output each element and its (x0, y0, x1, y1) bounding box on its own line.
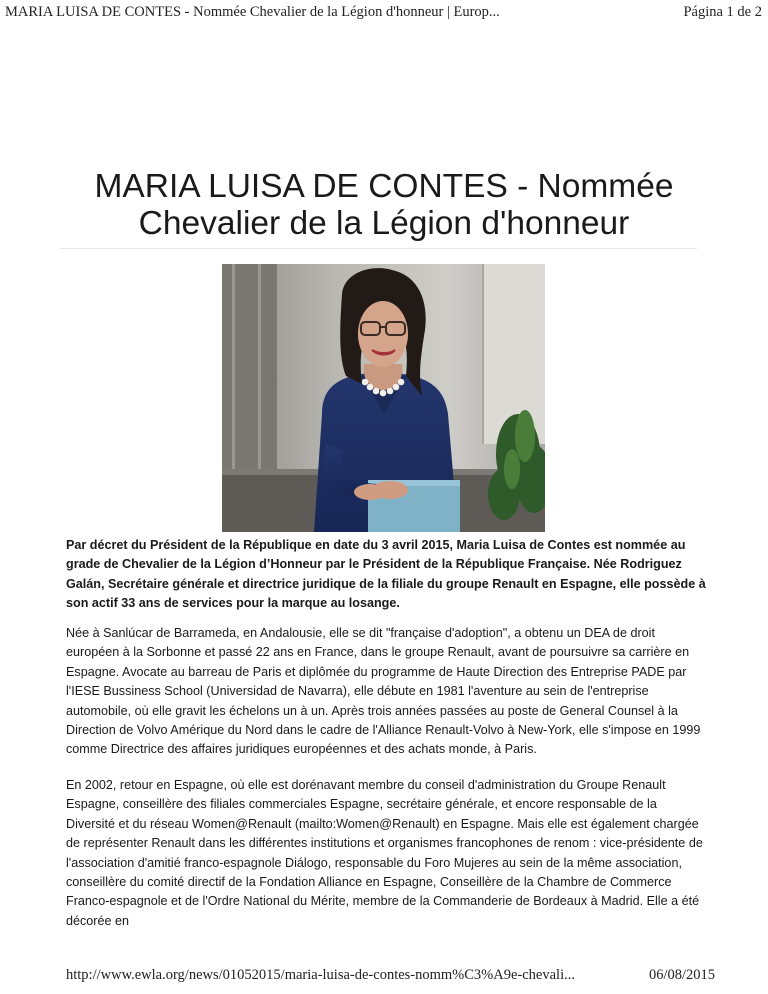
print-footer (0, 967, 768, 989)
article-headline: MARIA LUISA DE CONTES - Nommée Chevalier de la Légion d'honneur (94, 168, 674, 242)
article-lead-paragraph: Par décret du Président de la République en date du 3 avril 2015, Maria Luisa de Contes est nommée au grade de Chevalier de la Légion d’Honneur par le Président de la République Française. Née Rodriguez Galán, Secrétaire générale et directrice juridique de la filiale du groupe Renault en Espagne, elle possède à son actif 33 ans de services pour la marque au losange. (66, 538, 706, 611)
print-header (0, 4, 768, 26)
headline-divider (60, 248, 697, 249)
print-header-page-number: Página 1 de 2 (683, 4, 762, 20)
print-footer-url: http://www.ewla.org/news/01052015/maria-luisa-de-contes-nomm%C3%A9e-chevali... (66, 967, 575, 983)
print-footer-date: 06/08/2015 (648, 967, 715, 983)
article-photo (222, 264, 545, 532)
print-header-title: MARIA LUISA DE CONTES - Nommée Chevalier de la Légion d'honneur | Europ... (5, 4, 500, 20)
article-paragraph-biography: Née à Sanlúcar de Barrameda, en Andalousie, elle se dit "française d'adoption", a obtenu un DEA de droit européen à la Sorbonne et passé 22 ans en France, dans le groupe Renault, avant de poursuivre sa carrière en Espagne. Avocate au barreau de Paris et diplômée du programme de Haute Direction des Entreprise PADE par l'IESE Bussiness School (Universidad de Navarra), elle débute en 1981 l'aventure au sein de l'entreprise automobile, où elle gravit les échelons un à un. Après trois années passées au poste de General Counsel à la Direction de Volvo Amérique du Nord dans le cadre de l'Alliance Renault-Volvo à New-York, elle s'impose en 1999 comme Directrice des affaires juridiques européennes et des achats monde, à Paris. (66, 626, 701, 757)
article-paragraph-career: En 2002, retour en Espagne, où elle est dorénavant membre du conseil d'administration du Groupe Renault Espagne, conseillère des filiales commerciales Espagne, secrétaire générale, et encore responsable de la Diversité et du réseau Women@Renault (mailto:Women@Renault) en Espagne. Mais elle est également chargée de représenter Renault dans les différentes institutions et organismes francophones de renom : vice-présidente de l'association d'amitié franco-espagnole Diálogo, responsable du Foro Mujeres au sein de la même association, conseillère du comité directif de la Fondation Alliance en Espagne, Conseillère de la Chambre de Commerce Franco-espagnole et de l'Ordre National du Mérite, membre de la Commanderie de Bordeaux à Madrid. Elle a été décorée en (66, 778, 703, 928)
